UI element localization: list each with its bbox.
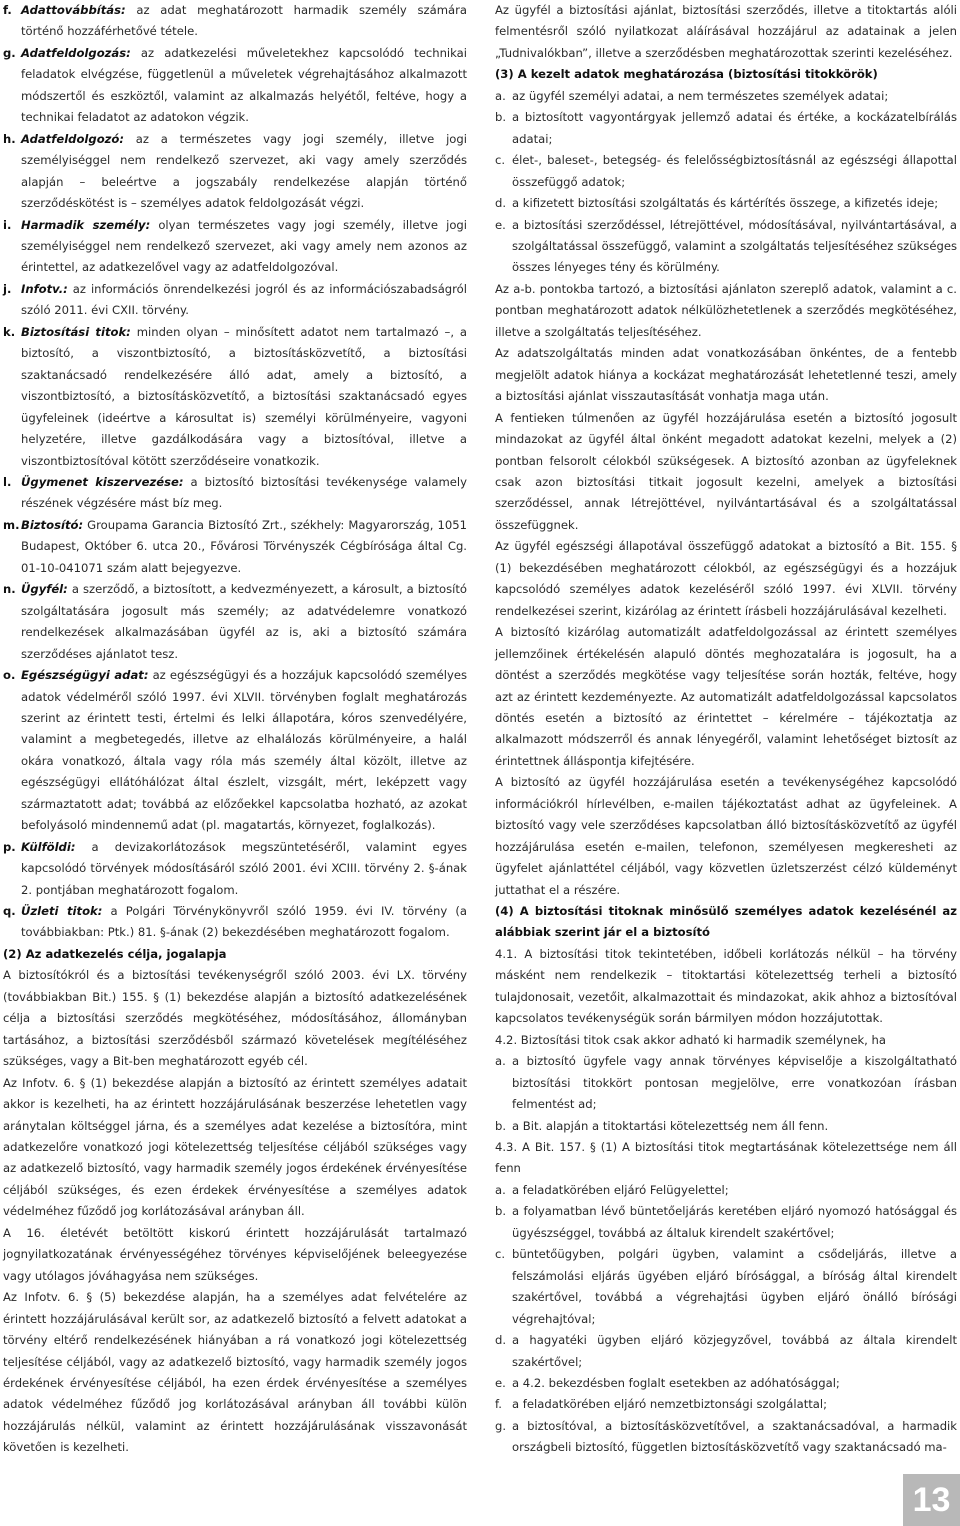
defined-term: Ügymenet kiszervezése:	[21, 474, 184, 489]
list-item-text: az ügyfél személyi adatai, a nem természetes személyek adatai;	[512, 88, 889, 103]
item-label: g.	[3, 45, 16, 60]
list-item	[495, 1180, 957, 1201]
list-item	[495, 1051, 957, 1115]
defined-term: Infotv.:	[21, 281, 68, 296]
paragraph: A biztosítókról és a biztosítási tevékenységről szóló 2003. évi LX. törvény (továbbiakban Bit.) 155. § (1) bekezdése alapján a biztosító adatkezelésének célja a biztosítási szerződés megkötéséhez, módosításához, állományban tartásához, a biztosítási szerződésből származó követelések megítéléséhez szükséges, vagy a Bit-ben meghatározott egyéb cél.	[3, 968, 467, 1069]
definition-text: a Polgári Törvénykönyvről szóló 1959. évi IV. törvény (a továbbiakban: Ptk.) 81. §-ának (2) bekezdésében meghatározott fogalom.	[21, 904, 468, 940]
item-label: h.	[3, 131, 16, 146]
defined-term: Ügyfél:	[21, 582, 68, 597]
defined-term: Biztosítási titok:	[21, 324, 131, 339]
definition-text: az adat meghatározott harmadik személy számára történő hozzáférhetővé tétele.	[21, 3, 467, 39]
list-item	[495, 86, 957, 107]
defined-term: Egészségügyi adat:	[21, 668, 149, 683]
defined-term: Adatfeldolgozó:	[21, 131, 125, 146]
item-label: i.	[3, 217, 12, 232]
list-item-text: a biztosítóval, a biztosításközvetítővel, a szaktanácsadóval, a harmadik országbeli biztosító, független biztosításközvetítő vagy szaktanácsadó ma-	[512, 1418, 957, 1455]
list-item-text: a feladatkörében eljáró Felügyelettel;	[512, 1182, 729, 1197]
list-item-text: a folyamatban lévő büntetőeljárás keretében eljáró nyomozó hatósággal és ügyészséggel, továbbá az általuk kirendelt szakértővel;	[512, 1204, 957, 1240]
item-label: p.	[3, 839, 16, 854]
list-item-label: e.	[495, 217, 506, 232]
definition-item	[3, 0, 467, 43]
definition-item	[3, 515, 467, 579]
list-item	[495, 1201, 957, 1244]
item-label: k.	[3, 324, 16, 339]
item-label: n.	[3, 582, 16, 597]
definition-item	[3, 279, 467, 322]
list-item-text: a 4.2. bekezdésben foglalt esetekben az adóhatósággal;	[512, 1376, 840, 1390]
definition-text: az a természetes vagy jogi személy, illetve jogi személyiséggel nem rendelkező szervezet, aki vagy amely szerződés alapján – beleértve a jogszabály rendelkezése alapján történő szerződéskötést is – személyes adatok feldolgozását végzi.	[21, 131, 467, 211]
definition-item	[3, 43, 467, 129]
list-item	[495, 1330, 957, 1373]
list-item-text: büntetőügyben, polgári ügyben, valamint a csődeljárás, illetve a felszámolási eljárás ügyében eljáró bírósággal, a bíróság által kirendelt szakértővel, továbbá a végrehajtási ügyben eljáró önálló bírósági végrehajtóval;	[512, 1247, 957, 1326]
item-label: f.	[3, 3, 12, 17]
defined-term: Biztosító:	[21, 517, 84, 532]
list-item	[495, 107, 957, 150]
paragraph: 4.2. Biztosítási titok csak akkor adható ki harmadik személynek, ha	[495, 1032, 886, 1047]
defined-term: Harmadik személy:	[21, 217, 151, 232]
definition-text: az egészségügyi és a hozzájuk kapcsolódó személyes adatok védelméről szóló 1997. évi XLVII. törvényben foglalt meghatározás szerint az érintett testi, értelmi és lelki állapotára, kóros szenvedélyére, valamint a megbetegedés, illetve az elhalálozás körülményeire, a halál okára vonatkozó, általa vagy róla más személy által közölt, illetve az egészségügyi ellátóhálózat által észlelt, vizsgált, mért, leképzett vagy származtatott adat; továbbá az előzőekkel kapcsolatba hozható, az azokat befolyásoló mindennemű adat (pl. magatartás, környezet, foglalkozás).	[21, 668, 467, 833]
definition-item	[3, 579, 467, 665]
item-label: j.	[3, 281, 12, 296]
definition-text: a devizakorlátozások megszüntetéséről, valamint egyes kapcsolódó törvények módosításáról szóló 2001. évi XCIII. törvény 2. §-ának 2. pontjában meghatározott fogalom.	[21, 839, 467, 897]
list-item	[495, 1394, 957, 1415]
list-item-label: c.	[495, 1247, 506, 1262]
paragraph: Az adatszolgáltatás minden adat vonatkozásában önkéntes, de a fentebb megjelölt adatok hiánya a kockázat meghatározását lehetetlenné teszi, amely a biztosítási ajánlat visszautasítását vonhatja maga után.	[495, 346, 957, 404]
defined-term: Külföldi:	[21, 839, 76, 854]
paragraph: 4.1. A biztosítási titok tekintetében, időbeli korlátozás nélkül – ha törvény másként nem rendelkezik – titoktartási kötelezettség terheli a biztosító tulajdonosait, vezetőit, alkalmazottait és mindazokat, akik ahhoz a biztosítóval kapcsolatos tevékenységük során bármilyen módon hozzájutottak.	[495, 946, 957, 1026]
definition-text: az információs önrendelkezési jogról és az információszabadságról szóló 2011. évi CXII. törvény.	[21, 281, 467, 318]
list-item-text: a Bit. alapján a titoktartási kötelezettség nem áll fenn.	[512, 1118, 829, 1133]
definition-text: Groupama Garancia Biztosító Zrt., székhely: Magyarország, 1051 Budapest, Október 6. utca 20., Fővárosi Törvényszék Cégbírósága által Cg. 01-10-041071 szám alatt bejegyezve.	[21, 517, 467, 575]
list-item-label: c.	[495, 153, 506, 168]
section-heading: (2) Az adatkezelés célja, jogalapja	[3, 946, 227, 961]
list-item-text: a hagyatéki ügyben eljáró közjegyzővel, továbbá az általa kirendelt szakértővel;	[512, 1333, 957, 1369]
paragraph: Az ügyfél egészségi állapotával összefüggő adatokat a biztosító a Bit. 155. § (1) bekezdésében meghatározott célokból, az egészségügyi és a hozzájuk kapcsolódó személyes adatok kezeléséről szóló 1997. évi XLVII. törvény rendelkezései szerint, kizárólag az érintett írásbeli hozzájárulásával kezelheti.	[495, 539, 957, 618]
paragraph: A biztosító az ügyfél hozzájárulása esetén a tevékenységéhez kapcsolódó információkról hírlevélben, e-mailen tájékoztatást adhat az ügyfeleinek. A biztosító vagy vele szerződéses kapcsolatban álló biztosításközvetítő az ügyfél hozzájárulása esetén e-mailen, telefonon, személyesen megkeresheti az ügyfelet ajánlattétel céljából, vagy közvetlen üzletszerzést célzó küldeményt juttathat el a részére.	[495, 775, 957, 897]
defined-term: Üzleti titok:	[21, 904, 103, 919]
list-item-label: b.	[495, 1204, 507, 1219]
list-item	[495, 193, 957, 214]
definition-text: olyan természetes vagy jogi személy, illetve jogi személyiséggel nem rendelkező szervezet, aki vagy amely nem azonos az érintettel, az adatkezelővel vagy az adatfeldolgozóval.	[21, 217, 467, 275]
paragraph: A fentieken túlmenően az ügyfél hozzájárulása esetén a biztosító jogosult mindazokat az ügyfél által önként megadott adatokat kezelni, melyek a (2) pontban felsorolt célokból szükségesek. A biztosító azonban az ügyfeleknek csak azon biztosítási titkait jogosult kezelni, amelyek a biztosítási szerződéssel, annak létrejöttével, nyilvántartásával és a szolgáltatással összefüggnek.	[495, 410, 957, 532]
list-item-label: a.	[495, 88, 506, 103]
paragraph: Az a-b. pontokba tartozó, a biztosítási ajánlaton szereplő adatok, valamint a c. pontban meghatározott adatok nélkülözhetetlenek a szerződés megkötéséhez, illetve a szolgáltatás teljesítéséhez.	[495, 281, 957, 339]
list-item-text: a biztosított vagyontárgyak jellemző adatai és értéke, a kockázatelbírálás adatai;	[512, 110, 957, 146]
definition-item	[3, 665, 467, 837]
right-column	[495, 0, 957, 1459]
definition-text: minden olyan – minősített adatot nem tartalmazó –, a biztosító, a viszontbiztosító, a biztosításközvetítő, a biztosítási szaktanácsadó rendelkezésére álló adat, amely a biztosító, a viszontbiztosító, a biztosításközvetítő, a biztosítási szaktanácsadó egyes ügyfeleinek (ideértve a károsultat is) személyi körülményeire, vagyoni helyzetére, illetve gazdálkodására vagy a biztosítóval, illetve a viszontbiztosítóval kötött szerződéseire vonatkozik.	[21, 324, 468, 468]
item-label: l.	[3, 474, 12, 489]
definition-item	[3, 837, 467, 901]
list-item-label: d.	[495, 1333, 507, 1348]
definition-item	[3, 472, 467, 515]
definition-text: az adatkezelési műveletekhez kapcsolódó technikai feladatok elvégzése, függetlenül a műveletek végrehajtásához alkalmazott módszertől és eszköztől, valamint az alkalmazás helyétől, feltéve, hogy a technikai feladatot az adatokon végzik.	[21, 45, 467, 125]
list-item-text: a biztosító ügyfele vagy annak törvényes képviselője a kiszolgáltatható biztosítási titokkört pontosan megjelölve, erre vonatkozóan írásban felmentést ad;	[512, 1054, 957, 1112]
list-item-label: a.	[495, 1054, 506, 1069]
definition-item	[3, 322, 467, 472]
list-item-text: a kifizetett biztosítási szolgáltatás és kártérítés összege, a kifizetés ideje;	[512, 196, 939, 211]
paragraph: 4.3. A Bit. 157. § (1) A biztosítási titok megtartásának kötelezettsége nem áll fenn	[495, 1140, 957, 1176]
paragraph: A biztosító kizárólag automatizált adatfeldolgozással az érintett személyes jellemzőinek értékelésén alapuló döntés meghozatalára is jogosult, ha a döntést a szerződés megkötése vagy teljesítése során hozták, feltéve, hogy azt az érintett kezdeményezte. Az automatizált adatfeldolgozással kapcsolatos döntés esetén a biztosító az érintettet – kérelmére – tájékoztatja az alkalmazott módszerről és annak lényegéről, valamint lehetőséget biztosít az érintettnek álláspontja kifejtésére.	[495, 625, 957, 768]
list-item-label: b.	[495, 110, 507, 125]
paragraph: Az Infotv. 6. § (5) bekezdése alapján, ha a személyes adat felvételére az érintett hozzájárulásával került sor, az adatkezelő biztosító a felvett adatokat a törvény eltérő rendelkezésének hiányában a rá vonatkozó jogi kötelezettség teljesítése céljából, vagy az adatkezelő biztosító, vagy harmadik személy jogos érdekének érvényesítése céljából, ha ezen érdek érvényesítése a személyes adatok védelméhez fűződő jog korlátozásával arányban áll további külön hozzájárulás nélkül, valamint az érintett hozzájárulásának visszavonását követően is kezelheti.	[3, 1290, 467, 1455]
list-item	[495, 1416, 957, 1459]
definition-item	[3, 901, 467, 944]
list-item	[495, 1116, 957, 1137]
definition-item	[3, 215, 467, 279]
list-item-text: élet-, baleset-, betegség- és felelősségbiztosításnál az egészségi állapottal összefüggő adatok;	[512, 153, 957, 189]
page-number: 13	[903, 1474, 960, 1526]
item-label: q.	[3, 904, 16, 919]
section-heading: (3) A kezelt adatok meghatározása (biztosítási titokkörök)	[495, 67, 878, 82]
definition-text: a biztosító biztosítási tevékenysége valamely részének végzésére mást bíz meg.	[21, 474, 467, 511]
list-item-label: g.	[495, 1418, 507, 1433]
list-item	[495, 1244, 957, 1330]
list-item-label: d.	[495, 196, 507, 211]
paragraph: A 16. életévét betöltött kiskorú érintett hozzájárulását tartalmazó jognyilatkozatának érvényességéhez törvényes képviselőjének beleegyezése vagy utólagos jóváhagyása nem szükséges.	[3, 1225, 467, 1283]
definition-text: a szerződő, a biztosított, a kedvezményezett, a károsult, a biztosító szolgáltatására jogosult más személy; az adatvédelemre vonatkozó rendelkezések alkalmazásában ügyfél az is, aki a biztosító számára szerződéses ajánlatot tesz.	[21, 582, 467, 661]
left-column	[3, 0, 467, 1459]
definition-item	[3, 129, 467, 215]
paragraph: Az Infotv. 6. § (1) bekezdése alapján a biztosító az érintett személyes adatait akkor is kezelheti, ha az érintett hozzájárulásának beszerzése lehetetlen vagy aránytalan költséggel járna, és a személyes adat kezelése a biztosítóra, mint adatkezelőre vonatkozó jogi kötelezettség teljesítése céljából szükséges vagy az adatkezelő biztosító, vagy harmadik személy jogos érdekének érvényesítése céljából szükséges, és ezen érdekek érvényesítése a személyes adatok védelméhez fűződő jog korlátozásával arányban áll.	[3, 1075, 467, 1219]
defined-term: Adatfeldolgozás:	[21, 45, 131, 60]
list-item-label: b.	[495, 1118, 507, 1133]
item-label: o.	[3, 668, 16, 683]
list-item	[495, 150, 957, 193]
list-item-label: e.	[495, 1376, 506, 1390]
list-item	[495, 215, 957, 279]
list-item-label: a.	[495, 1182, 506, 1197]
list-item-label: f.	[495, 1397, 502, 1412]
list-item	[495, 1373, 957, 1394]
list-item-text: a biztosítási szerződéssel, létrejöttével, módosításával, nyilvántartásával, a szolgáltatással összefüggő, valamint a szolgáltatás teljesítéséhez szükséges összes lényeges tény és körülmény.	[512, 217, 957, 275]
paragraph: Az ügyfél a biztosítási ajánlat, biztosítási szerződés, illetve a titoktartás alóli felmentésről szóló nyilatkozat aláírásával hozzájárul az adatainak a jelen „Tudnivalókban”, illetve a szerződésben meghatározottak szerinti kezeléséhez.	[495, 3, 957, 60]
section-heading: (4) A biztosítási titoknak minősülő személyes adatok kezelésénél az alábbiak szerint jár el a biztosító	[495, 904, 957, 940]
list-item-text: a feladatkörében eljáró nemzetbiztonsági szolgálattal;	[512, 1397, 828, 1412]
item-label: m.	[3, 517, 20, 532]
defined-term: Adattovábbítás:	[21, 3, 126, 17]
